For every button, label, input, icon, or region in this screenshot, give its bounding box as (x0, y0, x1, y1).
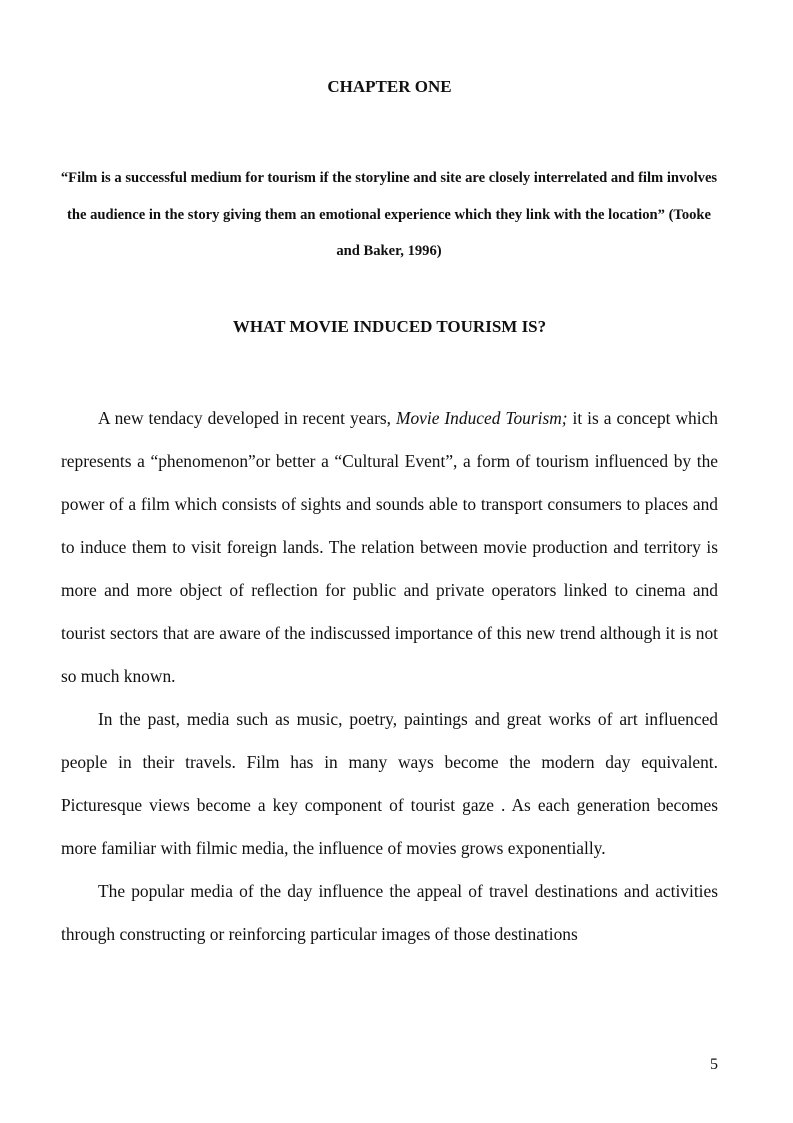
section-title: WHAT MOVIE INDUCED TOURISM IS? (232, 317, 547, 336)
chapter-title: CHAPTER ONE (327, 77, 452, 96)
paragraph-3: The popular media of the day influence the appeal of travel destinations and activities through constructing or reinforcing particular images of those destinations (61, 881, 718, 944)
paragraph-1-rest: it is a concept which represents a “phenomenon”or better a “Cultural Event”, a form of tourism influenced by the power of a film which consists of sights and sounds able to transport consumers to places and to induce them to visit foreign lands. The relation between movie production and territory is more and more object of reflection for public and private operators linked to cinema and tourist sectors that are aware of the indiscussed importance of this new trend although it is not so much known. (61, 408, 718, 686)
epigraph-quote (60, 160, 718, 270)
page-number: 5 (710, 1056, 718, 1073)
epigraph-text: “Film is a successful medium for tourism if the storyline and site are closely interrelated and film involves the audience in the story giving them an emotional experience which they link with the location” (60, 170, 718, 223)
epigraph-citation: (Tooke and Baker, 1996) (336, 206, 712, 259)
paragraph-1-emphasis: Movie Induced Tourism; (395, 408, 568, 428)
paragraph-2: In the past, media such as music, poetry, paintings and great works of art influenced people in their travels. Film has in many ways become the modern day equivalent. Picturesque views become a key component of tourist gaze . As each generation becomes more familiar with filmic media, the influence of movies grows exponentially. (61, 709, 718, 858)
paragraph-1-intro: A new tendacy developed in recent years, (98, 408, 396, 428)
body-text (61, 397, 718, 956)
paragraph-1 (61, 397, 718, 698)
